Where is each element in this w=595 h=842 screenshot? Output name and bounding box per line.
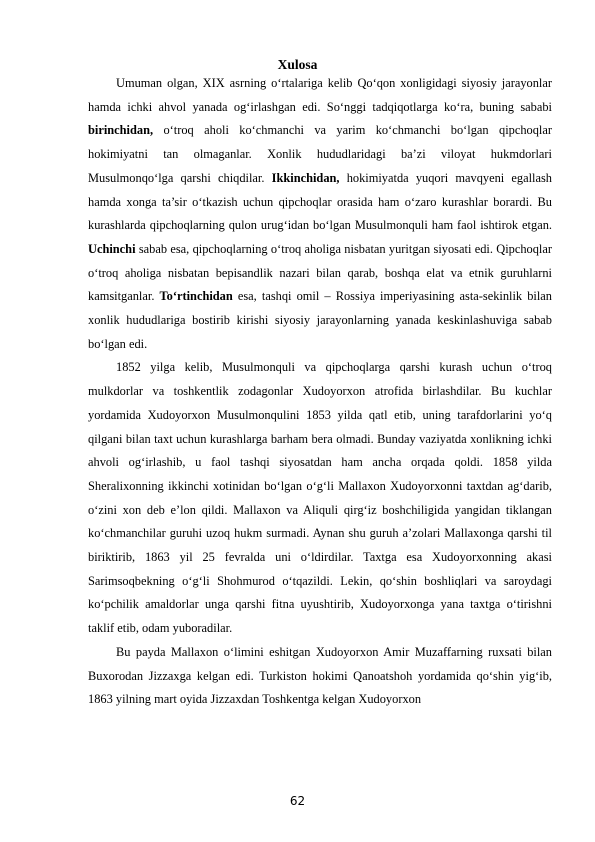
emphasis-ikkinchidan: Ikkinchidan, <box>271 170 340 185</box>
paragraph-1-text-a: Umuman olgan, XIX asrning o‘rtalariga kelib Qo‘qon xonligidagi siyosiy jarayonlar hamda ichki ahvol yanada og‘irlashgan edi. So‘nggi tadqiqotlarga ko‘ra, buning sababi <box>88 76 552 114</box>
paragraph-1-text-e: sabab esa, qipchoqlarning o‘troq aholiga nisbatan yuritgan siyosati edi. Qipchoqlar o‘troq aholiga nisbatan bepisandlik nazari bilan qarab, boshqa elat va etnik guruhlarni kamsitganlar. <box>88 241 552 304</box>
emphasis-birinchidan: birinchidan, <box>88 123 154 138</box>
paragraph-3: Bu payda Mallaxon o‘limini eshitgan Xudoyorxon Amir Muzaffarning ruxsati bilan Buxorodan Jizzaxga kelgan edi. Turkiston hokimi Qanoatshoh yordamida qo‘shin yig‘ib, 1863 yilning mart oyida Jizzaxdan Toshkentga kelgan Xudoyorxon <box>88 644 552 707</box>
emphasis-uchinchi: Uchinchi <box>88 241 136 256</box>
paragraph-2: 1852 yilga kelib, Musulmonquli va qipchoqlarga qarshi kurash uchun o‘troq mulkdorlar va toshkentlik zodagonlar Xudoyorxon atrofida birlashdilar. Bu kuchlar yordamida Xudoyorxon Musulmonqulini 1853 yilda qatl etib, uning tarafdorlarini yo‘q qilgani bilan taxt uchun kurashlarga barham bera olmadi. Bunday vaziyatda xonlikning ichki ahvoli og‘irlashib, u faol tashqi siyosatdan ham ancha orqada qoldi. 1858 yilda Sheralixonning ikkinchi xotinidan bo‘lgan o‘g‘li Mallaxon Xudoyorxonni taxtdan ag‘darib, o‘zini xon deb e’lon qildi. Mallaxon va Aliquli qirg‘iz boshchiligida yangidan tiklangan ko‘chmanchilar guruhi uzoq hukm surmadi. Aynan shu guruh a’zolari Mallaxonga qarshi til biriktirib, 1863 yil 25 fevralda uni o‘ldirdilar. Taxtga esa Xudoyorxonning akasi Sarimsoqbekning o‘g‘li Shohmurod o‘tqazildi. Lekin, qo‘shin boshliqlari va saroydagi ko‘pchilik amaldorlar unga qarshi fitna uyushtirib, Xudoyorxonga yana taxtga o‘tirishni taklif etib, odam yuboradilar. <box>88 360 552 636</box>
page-number: 62 <box>289 794 306 808</box>
body-text <box>88 72 552 712</box>
page-title: Xulosa <box>277 57 318 72</box>
paragraph-1 <box>88 72 552 356</box>
emphasis-tortinchidan: To‘rtinchidan <box>159 289 233 304</box>
paragraph-1-text-c: o‘troq aholi ko‘chmanchi va yarim ko‘chmanchi bo‘lgan qipchoqlar hokimiyatni tan olmaganlar. Xonlik hududlaridagi ba’zi viloyat hukmdorlari Musulmonqo‘lga qarshi chiqdilar. <box>88 123 552 185</box>
paragraph-1-text-d: hokimiyatda yuqori mavqyeni egallash hamda xonga ta’sir o‘tkazish uchun qipchoqlar orasida ham o‘zaro kurashlar borardi. Bu kurashlarda qipchoqlarning qulon urug‘idan bo‘lgan Musulmonquli ham faol ishtirok etgan. <box>88 170 553 233</box>
paragraph-1-text-f: esa, tashqi omil – Rossiya imperiyasining asta-sekinlik bilan xonlik hududlariga bostirib kirishi siyosiy jarayonlarning yanada keskinlashuviga sabab bo‘lgan edi. <box>88 289 553 351</box>
